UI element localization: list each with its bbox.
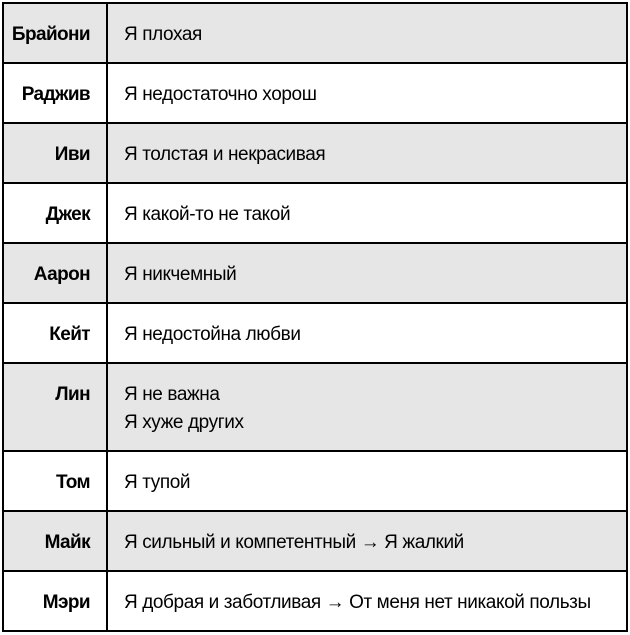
table-row xyxy=(3,183,627,243)
table-row xyxy=(3,363,627,451)
person-name: Аарон xyxy=(3,243,107,303)
person-name: Брайони xyxy=(3,3,107,63)
table-row xyxy=(3,243,627,303)
person-name: Джек xyxy=(3,183,107,243)
table-row xyxy=(3,63,627,123)
table-row xyxy=(3,511,627,571)
beliefs-table xyxy=(2,2,628,632)
person-name: Мэри xyxy=(3,571,107,631)
person-name: Иви xyxy=(3,123,107,183)
belief-text: Я толстая и некрасивая xyxy=(107,123,627,183)
belief-text: Я какой-то не такой xyxy=(107,183,627,243)
belief-text: Я никчемный xyxy=(107,243,627,303)
table-row xyxy=(3,123,627,183)
person-name: Кейт xyxy=(3,303,107,363)
person-name: Лин xyxy=(3,363,107,451)
belief-text: Я недостаточно хорош xyxy=(107,63,627,123)
belief-text: Я сильный и компетентный → Я жалкий xyxy=(107,511,627,571)
table-row xyxy=(3,451,627,511)
belief-text: Я тупой xyxy=(107,451,627,511)
belief-text: Я недостойна любви xyxy=(107,303,627,363)
person-name: Том xyxy=(3,451,107,511)
table-row xyxy=(3,303,627,363)
person-name: Майк xyxy=(3,511,107,571)
person-name: Раджив xyxy=(3,63,107,123)
table-row xyxy=(3,3,627,63)
table-row xyxy=(3,571,627,631)
belief-text: Я плохая xyxy=(107,3,627,63)
belief-text: Я не важна Я хуже других xyxy=(107,363,627,451)
belief-text: Я добрая и заботливая → От меня нет никакой пользы xyxy=(107,571,627,631)
